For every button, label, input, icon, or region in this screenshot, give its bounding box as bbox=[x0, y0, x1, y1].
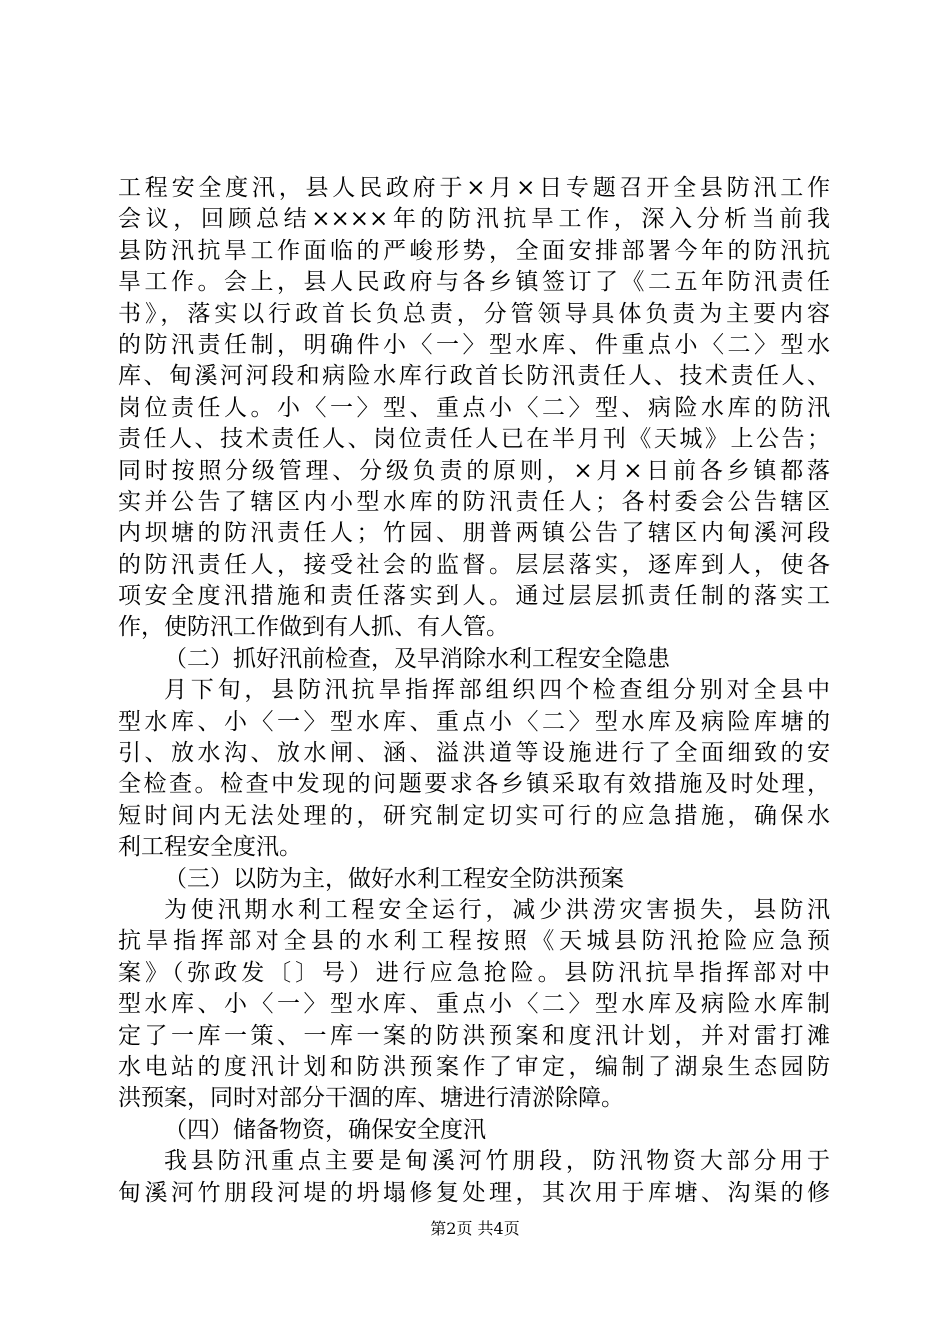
text-line: 洪预案，同时对部分干涸的库、塘进行清淤除障。 bbox=[118, 1085, 624, 1112]
text-line: 会议，回顾总结××××年的防汛抗旱工作，深入分析当前我 bbox=[118, 206, 830, 233]
section-heading: （三）以防为主，做好水利工程安全防洪预案 bbox=[164, 865, 624, 892]
text-line: 利工程安全度汛。 bbox=[118, 834, 302, 861]
text-line: 县防汛抗旱工作面临的严峻形势，全面安排部署今年的防汛抗 bbox=[118, 237, 830, 264]
text-line: 工程安全度汛，县人民政府于×月×日专题召开全县防汛工作 bbox=[118, 175, 830, 201]
text-line: 案》（弥政发〔〕号）进行应急抢险。县防汛抗旱指挥部对中 bbox=[118, 959, 830, 986]
text-line: 实并公告了辖区内小型水库的防汛责任人；各村委会公告辖区 bbox=[118, 488, 830, 515]
text-line: 型水库、小〈一〉型水库、重点小〈二〉型水库及病险水库制 bbox=[118, 991, 830, 1018]
text-line: 短时间内无法处理的，研究制定切实可行的应急措施，确保水 bbox=[118, 802, 830, 829]
document-body bbox=[118, 173, 830, 1209]
text-line: 抗旱指挥部对全县的水利工程按照《天城县防汛抢险应急预 bbox=[118, 928, 830, 955]
text-line: 为使汛期水利工程安全运行，减少洪涝灾害损失，县防汛 bbox=[164, 896, 830, 923]
page-footer: 第2页 共4页 bbox=[430, 1219, 520, 1238]
text-line: 的防汛责任人，接受社会的监督。层层落实，逐库到人，使各 bbox=[118, 551, 830, 578]
text-line: 岗位责任人。小〈一〉型、重点小〈二〉型、病险水库的防汛 bbox=[118, 394, 830, 421]
text-line: 内坝塘的防汛责任人；竹园、朋普两镇公告了辖区内甸溪河段 bbox=[118, 520, 830, 547]
text-line: 我县防汛重点主要是甸溪河竹朋段，防汛物资大部分用于 bbox=[164, 1148, 830, 1175]
text-line: 库、甸溪河河段和病险水库行政首长防汛责任人、技术责任人、 bbox=[118, 363, 830, 390]
text-line: 责任人、技术责任人、岗位责任人已在半月刊《天城》上公告； bbox=[118, 426, 830, 453]
text-line: 型水库、小〈一〉型水库、重点小〈二〉型水库及病险库塘的 bbox=[118, 708, 830, 735]
section-heading: （二）抓好汛前检查，及早消除水利工程安全隐患 bbox=[164, 645, 670, 672]
text-line: 项安全度汛措施和责任落实到人。通过层层抓责任制的落实工 bbox=[118, 583, 830, 610]
text-line: 书》，落实以行政首长负总责，分管领导具体负责为主要内容 bbox=[118, 300, 830, 327]
text-line: 全检查。检查中发现的问题要求各乡镇采取有效措施及时处理， bbox=[118, 771, 830, 798]
text-line: 作，使防汛工作做到有人抓、有人管。 bbox=[118, 614, 509, 641]
text-line: 旱工作。会上，县人民政府与各乡镇签订了《二五年防汛责任 bbox=[118, 269, 830, 296]
text-line: 的防汛责任制，明确件小〈一〉型水库、件重点小〈二〉型水 bbox=[118, 331, 830, 358]
text-line: 引、放水沟、放水闸、涵、溢洪道等设施进行了全面细致的安 bbox=[118, 740, 830, 767]
text-line: 月下旬，县防汛抗旱指挥部组织四个检查组分别对全县中 bbox=[164, 677, 830, 704]
text-line: 同时按照分级管理、分级负责的原则，×月×日前各乡镇都落 bbox=[118, 457, 830, 484]
section-heading: （四）储备物资，确保安全度汛 bbox=[164, 1116, 486, 1143]
text-line: 定了一库一策、一库一案的防洪预案和度汛计划，并对雷打滩 bbox=[118, 1022, 830, 1049]
text-line: 水电站的度汛计划和防洪预案作了审定，编制了湖泉生态园防 bbox=[118, 1053, 830, 1080]
text-line: 甸溪河竹朋段河堤的坍塌修复处理，其次用于库塘、沟渠的修 bbox=[118, 1179, 830, 1206]
